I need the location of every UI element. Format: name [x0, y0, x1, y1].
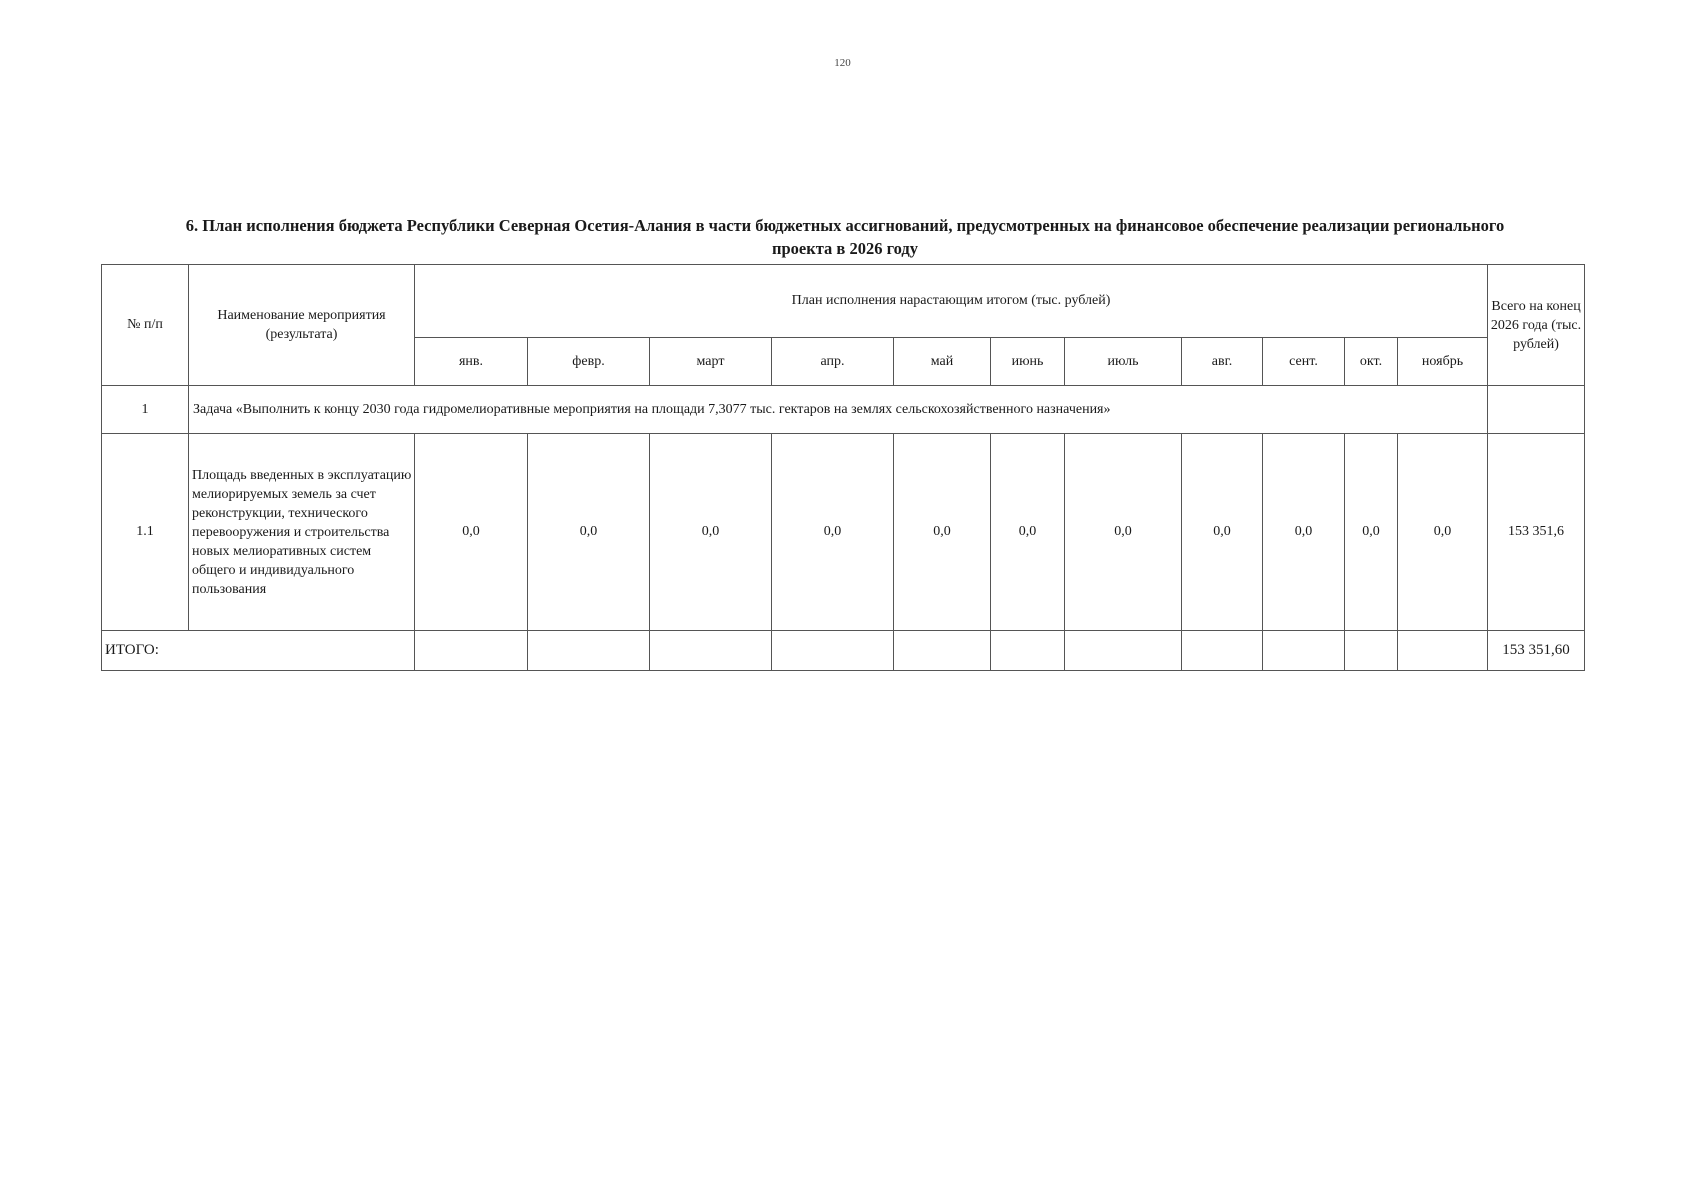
title-line-2: проекта в 2026 году: [771, 239, 919, 258]
header-name: Наименование мероприятия (результата): [189, 265, 415, 386]
total-empty-cell: [650, 631, 772, 671]
row-value: 0,0: [1065, 434, 1182, 631]
row-value: 0,0: [528, 434, 650, 631]
month-header: авг.: [1182, 338, 1263, 386]
row-name: Площадь введенных в эксплуатацию мелиорируемых земель за счет реконструкции, технического перевооружения и строительства новых мелиоративных систем общего и индивидуального пользования: [189, 434, 415, 631]
task-num: 1: [102, 386, 189, 434]
row-total: 153 351,6: [1488, 434, 1585, 631]
page-number: 120: [834, 57, 851, 69]
grand-total: 153 351,60: [1488, 631, 1585, 671]
month-header: янв.: [415, 338, 528, 386]
row-value: 0,0: [650, 434, 772, 631]
total-row: [102, 631, 1585, 671]
row-value: 0,0: [1182, 434, 1263, 631]
total-label: ИТОГО:: [102, 631, 415, 671]
month-header: июль: [1065, 338, 1182, 386]
section-title: [120, 214, 1570, 260]
total-empty-cell: [1345, 631, 1398, 671]
title-line-1: 6. План исполнения бюджета Республики Северная Осетия-Алания в части бюджетных ассигнований, предусмотренных на финансовое обеспечение реализации регионального: [185, 216, 1505, 235]
total-empty-cell: [1263, 631, 1345, 671]
month-header: март: [650, 338, 772, 386]
month-header: февр.: [528, 338, 650, 386]
row-num: 1.1: [102, 434, 189, 631]
budget-plan-table: [101, 264, 1585, 671]
total-empty-cell: [894, 631, 991, 671]
row-value: 0,0: [1398, 434, 1488, 631]
month-header: апр.: [772, 338, 894, 386]
row-value: 0,0: [415, 434, 528, 631]
row-value: 0,0: [894, 434, 991, 631]
total-empty-cell: [415, 631, 528, 671]
month-header: сент.: [1263, 338, 1345, 386]
row-value: 0,0: [991, 434, 1065, 631]
month-header: ноябрь: [1398, 338, 1488, 386]
total-empty-cell: [1182, 631, 1263, 671]
total-empty-cell: [1065, 631, 1182, 671]
month-header: июнь: [991, 338, 1065, 386]
header-row-1: [102, 265, 1585, 338]
month-header: май: [894, 338, 991, 386]
table-row: [102, 434, 1585, 631]
header-total: Всего на конец 2026 года (тыс. рублей): [1488, 265, 1585, 386]
row-value: 0,0: [1345, 434, 1398, 631]
row-value: 0,0: [772, 434, 894, 631]
task-row: [102, 386, 1585, 434]
total-empty-cell: [1398, 631, 1488, 671]
task-text: Задача «Выполнить к концу 2030 года гидромелиоративные мероприятия на площади 7,3077 тыс. гектаров на землях сельскохозяйственного назначения»: [189, 386, 1488, 434]
total-empty-cell: [772, 631, 894, 671]
header-num: № п/п: [102, 265, 189, 386]
row-value: 0,0: [1263, 434, 1345, 631]
month-header: окт.: [1345, 338, 1398, 386]
total-empty-cell: [528, 631, 650, 671]
task-total-empty: [1488, 386, 1585, 434]
header-plan: План исполнения нарастающим итогом (тыс. рублей): [415, 265, 1488, 338]
total-empty-cell: [991, 631, 1065, 671]
